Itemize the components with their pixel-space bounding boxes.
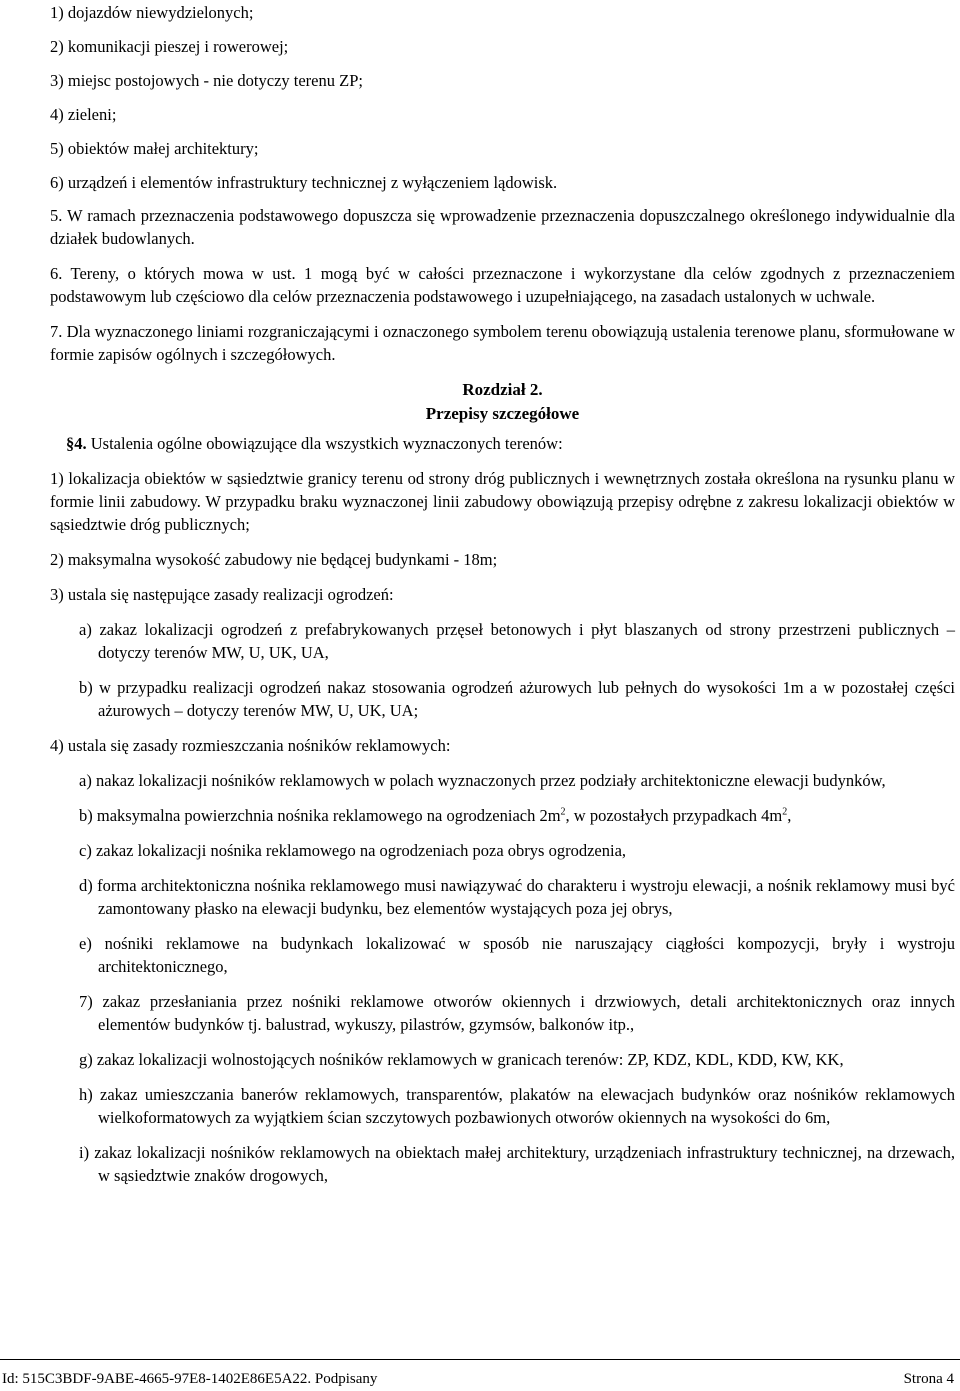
list-item: 2) komunikacji pieszej i rowerowej; bbox=[50, 37, 289, 56]
rule-item-4a: a) nakaz lokalizacji nośników reklamowych w polach wyznaczonych przez podziały architektoniczne elewacji budynków, bbox=[79, 771, 886, 790]
section-number: 4. bbox=[74, 434, 87, 453]
rule-item-1: 1) lokalizacja obiektów w sąsiedztwie granicy terenu od strony dróg publicznych i wewnętrznych została określona na rysunku planu w formie linii zabudowy. W przypadku braku wyznaczonej linii zabudowy obowiązują przepisy odrębne z zakresu lokalizacji obiektów w sąsiedztwie dróg publicznych; bbox=[50, 469, 955, 534]
rule-item-4f: 7) zakaz przesłaniania przez nośniki reklamowe otworów okiennych i drzwiowych, detali architektonicznych oraz innych elementów budynków tj. balustrad, wykuszy, pilastrów, gzymsów, balkonów itp., bbox=[79, 992, 955, 1034]
rule-item-4e: e) nośniki reklamowe na budynkach lokalizować w sposób nie naruszający ciągłości kompozycji, bryły i wystroju architektonicznego, bbox=[79, 934, 955, 976]
list-item: 4) zieleni; bbox=[50, 105, 117, 124]
rule-item-3a: a) zakaz lokalizacji ogrodzeń z prefabrykowanych przęseł betonowych i płyt blaszanych od strony przestrzeni publicznych – dotyczy terenów MW, U, UK, UA, bbox=[79, 620, 955, 662]
chapter-subtitle: Przepisy szczegółowe bbox=[425, 404, 580, 423]
list-item: 5) obiektów małej architektury; bbox=[50, 139, 259, 158]
document-id: Id: 515C3BDF-9ABE-4665-97E8-1402E86E5A22. Podpisany bbox=[2, 1371, 378, 1387]
rule-item-2: 2) maksymalna wysokość zabudowy nie będącej budynkami - 18m; bbox=[50, 550, 498, 569]
rule-item-4b-text: , bbox=[787, 806, 792, 825]
page-number: Strona 4 bbox=[903, 1371, 954, 1387]
superscript: 2 bbox=[560, 806, 566, 818]
rule-item-3b: b) w przypadku realizacji ogrodzeń nakaz stosowania ogrodzeń ażurowych lub pełnych do wysokości 1m a w pozostałej części ażurowych – dotyczy terenów MW, U, UK, UA; bbox=[79, 678, 955, 720]
list-top bbox=[50, 0, 955, 196]
document-page bbox=[50, 0, 955, 1187]
section-mark: § bbox=[66, 434, 75, 453]
rule-item-4d: d) forma architektoniczna nośnika reklamowego musi nawiązywać do charakteru i wystroju elewacji, a nośnik reklamowy musi być zamontowany płasko na elewacji budynku, bez elementów wystających poza jej obrys, bbox=[79, 876, 955, 918]
rule-item-4c: c) zakaz lokalizacji nośnika reklamowego na ogrodzeniach poza obrys ogrodzenia, bbox=[79, 841, 627, 860]
list-item: 1) dojazdów niewydzielonych; bbox=[50, 3, 254, 22]
rule-item-4g: g) zakaz lokalizacji wolnostojących nośników reklamowych w granicach terenów: ZP, KDZ, KDL, KDD, KW, KK, bbox=[79, 1050, 844, 1069]
list-item: 3) miejsc postojowych - nie dotyczy terenu ZP; bbox=[50, 71, 363, 90]
rule-item-4b bbox=[50, 804, 955, 827]
paragraph-5: 5. W ramach przeznaczenia podstawowego dopuszcza się wprowadzenie przeznaczenia dopuszczalnego określonego indywidualnie dla działek budowlanych. bbox=[50, 206, 955, 248]
rule-item-4b-text: , w pozostałych przypadkach 4m bbox=[565, 806, 783, 825]
rule-item-4i: i) zakaz lokalizacji nośników reklamowych na obiektach małej architektury, urządzeniach infrastruktury technicznej, na drzewach, w sąsiedztwie znaków drogowych, bbox=[79, 1143, 955, 1185]
paragraph-7: 7. Dla wyznaczonego liniami rozgraniczającymi i oznaczonego symbolem terenu obowiązują ustalenia terenowe planu, sformułowane w formie zapisów ogólnych i szczegółowych. bbox=[50, 322, 955, 364]
rule-item-4b-text: b) maksymalna powierzchnia nośnika reklamowego na ogrodzeniach 2m bbox=[79, 806, 561, 825]
superscript: 2 bbox=[782, 806, 788, 818]
rule-item-4h: h) zakaz umieszczania banerów reklamowych, transparentów, plakatów na elewacjach budynków oraz nośników reklamowych wielkoformatowych za wyjątkiem ścian szczytowych pozbawionych otworów okiennych na wysokości do 6m, bbox=[79, 1085, 955, 1127]
rule-item-4: 4) ustala się zasady rozmieszczania nośników reklamowych: bbox=[50, 736, 451, 755]
list-item: 6) urządzeń i elementów infrastruktury technicznej z wyłączeniem lądowisk. bbox=[50, 173, 558, 192]
chapter-title: Rozdział 2. bbox=[462, 380, 543, 399]
section-text: Ustalenia ogólne obowiązujące dla wszystkich wyznaczonych terenów: bbox=[86, 434, 563, 453]
footer-divider bbox=[0, 1359, 960, 1360]
rule-item-3: 3) ustala się następujące zasady realizacji ogrodzeń: bbox=[50, 585, 394, 604]
paragraph-6: 6. Tereny, o których mowa w ust. 1 mogą być w całości przeznaczone i wykorzystane dla celów zgodnych z przeznaczeniem podstawowym lub częściowo dla celów przeznaczenia podstawowego i uzupełniającego, na zasadach ustalonych w uchwale. bbox=[50, 264, 955, 306]
section-4-heading bbox=[50, 432, 955, 455]
page-footer bbox=[0, 1359, 960, 1391]
